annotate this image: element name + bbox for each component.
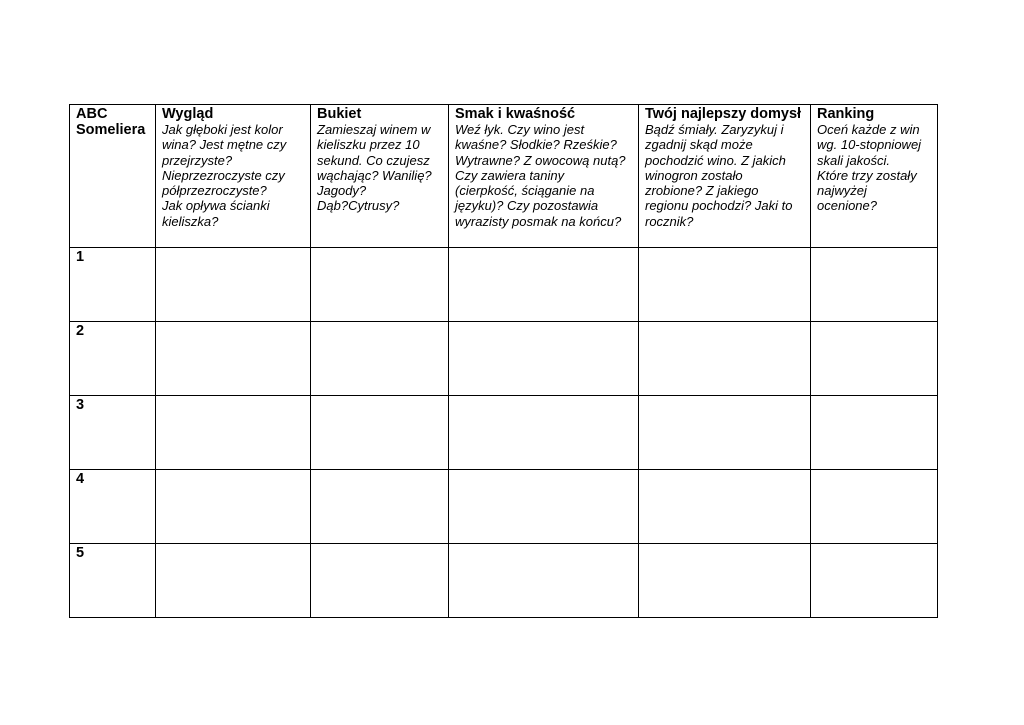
column-description-guess: Bądź śmiały. Zaryzykuj i zgadnij skąd może pochodzić wino. Z jakich winogron zostało zrobione? Z jakiego regionu pochodzi? Jaki to rocznik? xyxy=(645,122,793,229)
table-row xyxy=(70,544,938,618)
entry-cell-appearance[interactable] xyxy=(156,396,311,470)
entry-cell-taste[interactable] xyxy=(449,322,639,396)
header-cell-taste xyxy=(449,105,639,248)
row-number: 3 xyxy=(76,397,85,413)
row-number-cell xyxy=(70,396,156,470)
header-cell-corner xyxy=(70,105,156,248)
header-cell-appearance xyxy=(156,105,311,248)
entry-cell-ranking[interactable] xyxy=(811,470,938,544)
column-description-taste: Weź łyk. Czy wino jest kwaśne? Słodkie? Rześkie? Wytrawne? Z owocową nutą? Czy zawiera taniny (cierpkość, ściąganie na języku)? Czy pozostawia wyrazisty posmak na końcu? xyxy=(455,122,626,229)
entry-cell-bouquet[interactable] xyxy=(311,470,449,544)
column-title-taste: Smak i kwaśność xyxy=(455,106,576,122)
row-number: 4 xyxy=(76,471,85,487)
column-description-bouquet: Zamieszaj winem w kieliszku przez 10 sekund. Co czujesz wąchając? Wanilię? Jagody? Dąb?Cytrusy? xyxy=(317,122,432,214)
entry-cell-taste[interactable] xyxy=(449,248,639,322)
column-description-ranking: Oceń każde z win wg. 10-stopniowej skali jakości. Które trzy zostały najwyżej ocenione? xyxy=(817,122,922,214)
header-cell-guess xyxy=(639,105,811,248)
entry-cell-appearance[interactable] xyxy=(156,248,311,322)
entry-cell-ranking[interactable] xyxy=(811,544,938,618)
column-title-guess: Twój najlepszy domysł xyxy=(645,106,802,122)
table-row xyxy=(70,322,938,396)
entry-cell-taste[interactable] xyxy=(449,396,639,470)
entry-cell-bouquet[interactable] xyxy=(311,544,449,618)
entry-cell-appearance[interactable] xyxy=(156,322,311,396)
entry-cell-guess[interactable] xyxy=(639,470,811,544)
table-row xyxy=(70,470,938,544)
table-row xyxy=(70,396,938,470)
entry-cell-ranking[interactable] xyxy=(811,248,938,322)
entry-cell-guess[interactable] xyxy=(639,544,811,618)
entry-cell-bouquet[interactable] xyxy=(311,248,449,322)
entry-cell-guess[interactable] xyxy=(639,248,811,322)
row-number: 2 xyxy=(76,323,85,339)
entry-cell-taste[interactable] xyxy=(449,470,639,544)
row-number-cell xyxy=(70,544,156,618)
header-cell-ranking xyxy=(811,105,938,248)
row-number-cell xyxy=(70,248,156,322)
header-row xyxy=(70,105,938,248)
entry-cell-bouquet[interactable] xyxy=(311,396,449,470)
column-description-appearance: Jak głęboki jest kolor wina? Jest mętne czy przejrzyste? Nieprzezroczyste czy półprzezroczyste? Jak opływa ścianki kieliszka? xyxy=(162,122,287,229)
entry-cell-guess[interactable] xyxy=(639,396,811,470)
row-number: 5 xyxy=(76,545,85,561)
column-title-appearance: Wygląd xyxy=(162,106,214,122)
entry-cell-taste[interactable] xyxy=(449,544,639,618)
row-number-cell xyxy=(70,470,156,544)
header-cell-bouquet xyxy=(311,105,449,248)
tasting-sheet-table xyxy=(69,104,938,618)
corner-title: ABC Someliera xyxy=(76,106,146,138)
entry-cell-bouquet[interactable] xyxy=(311,322,449,396)
table-row xyxy=(70,248,938,322)
row-number: 1 xyxy=(76,249,85,265)
row-number-cell xyxy=(70,322,156,396)
entry-cell-ranking[interactable] xyxy=(811,322,938,396)
entry-cell-guess[interactable] xyxy=(639,322,811,396)
entry-cell-appearance[interactable] xyxy=(156,470,311,544)
column-title-bouquet: Bukiet xyxy=(317,106,362,122)
entry-cell-ranking[interactable] xyxy=(811,396,938,470)
column-title-ranking: Ranking xyxy=(817,106,875,122)
entry-cell-appearance[interactable] xyxy=(156,544,311,618)
